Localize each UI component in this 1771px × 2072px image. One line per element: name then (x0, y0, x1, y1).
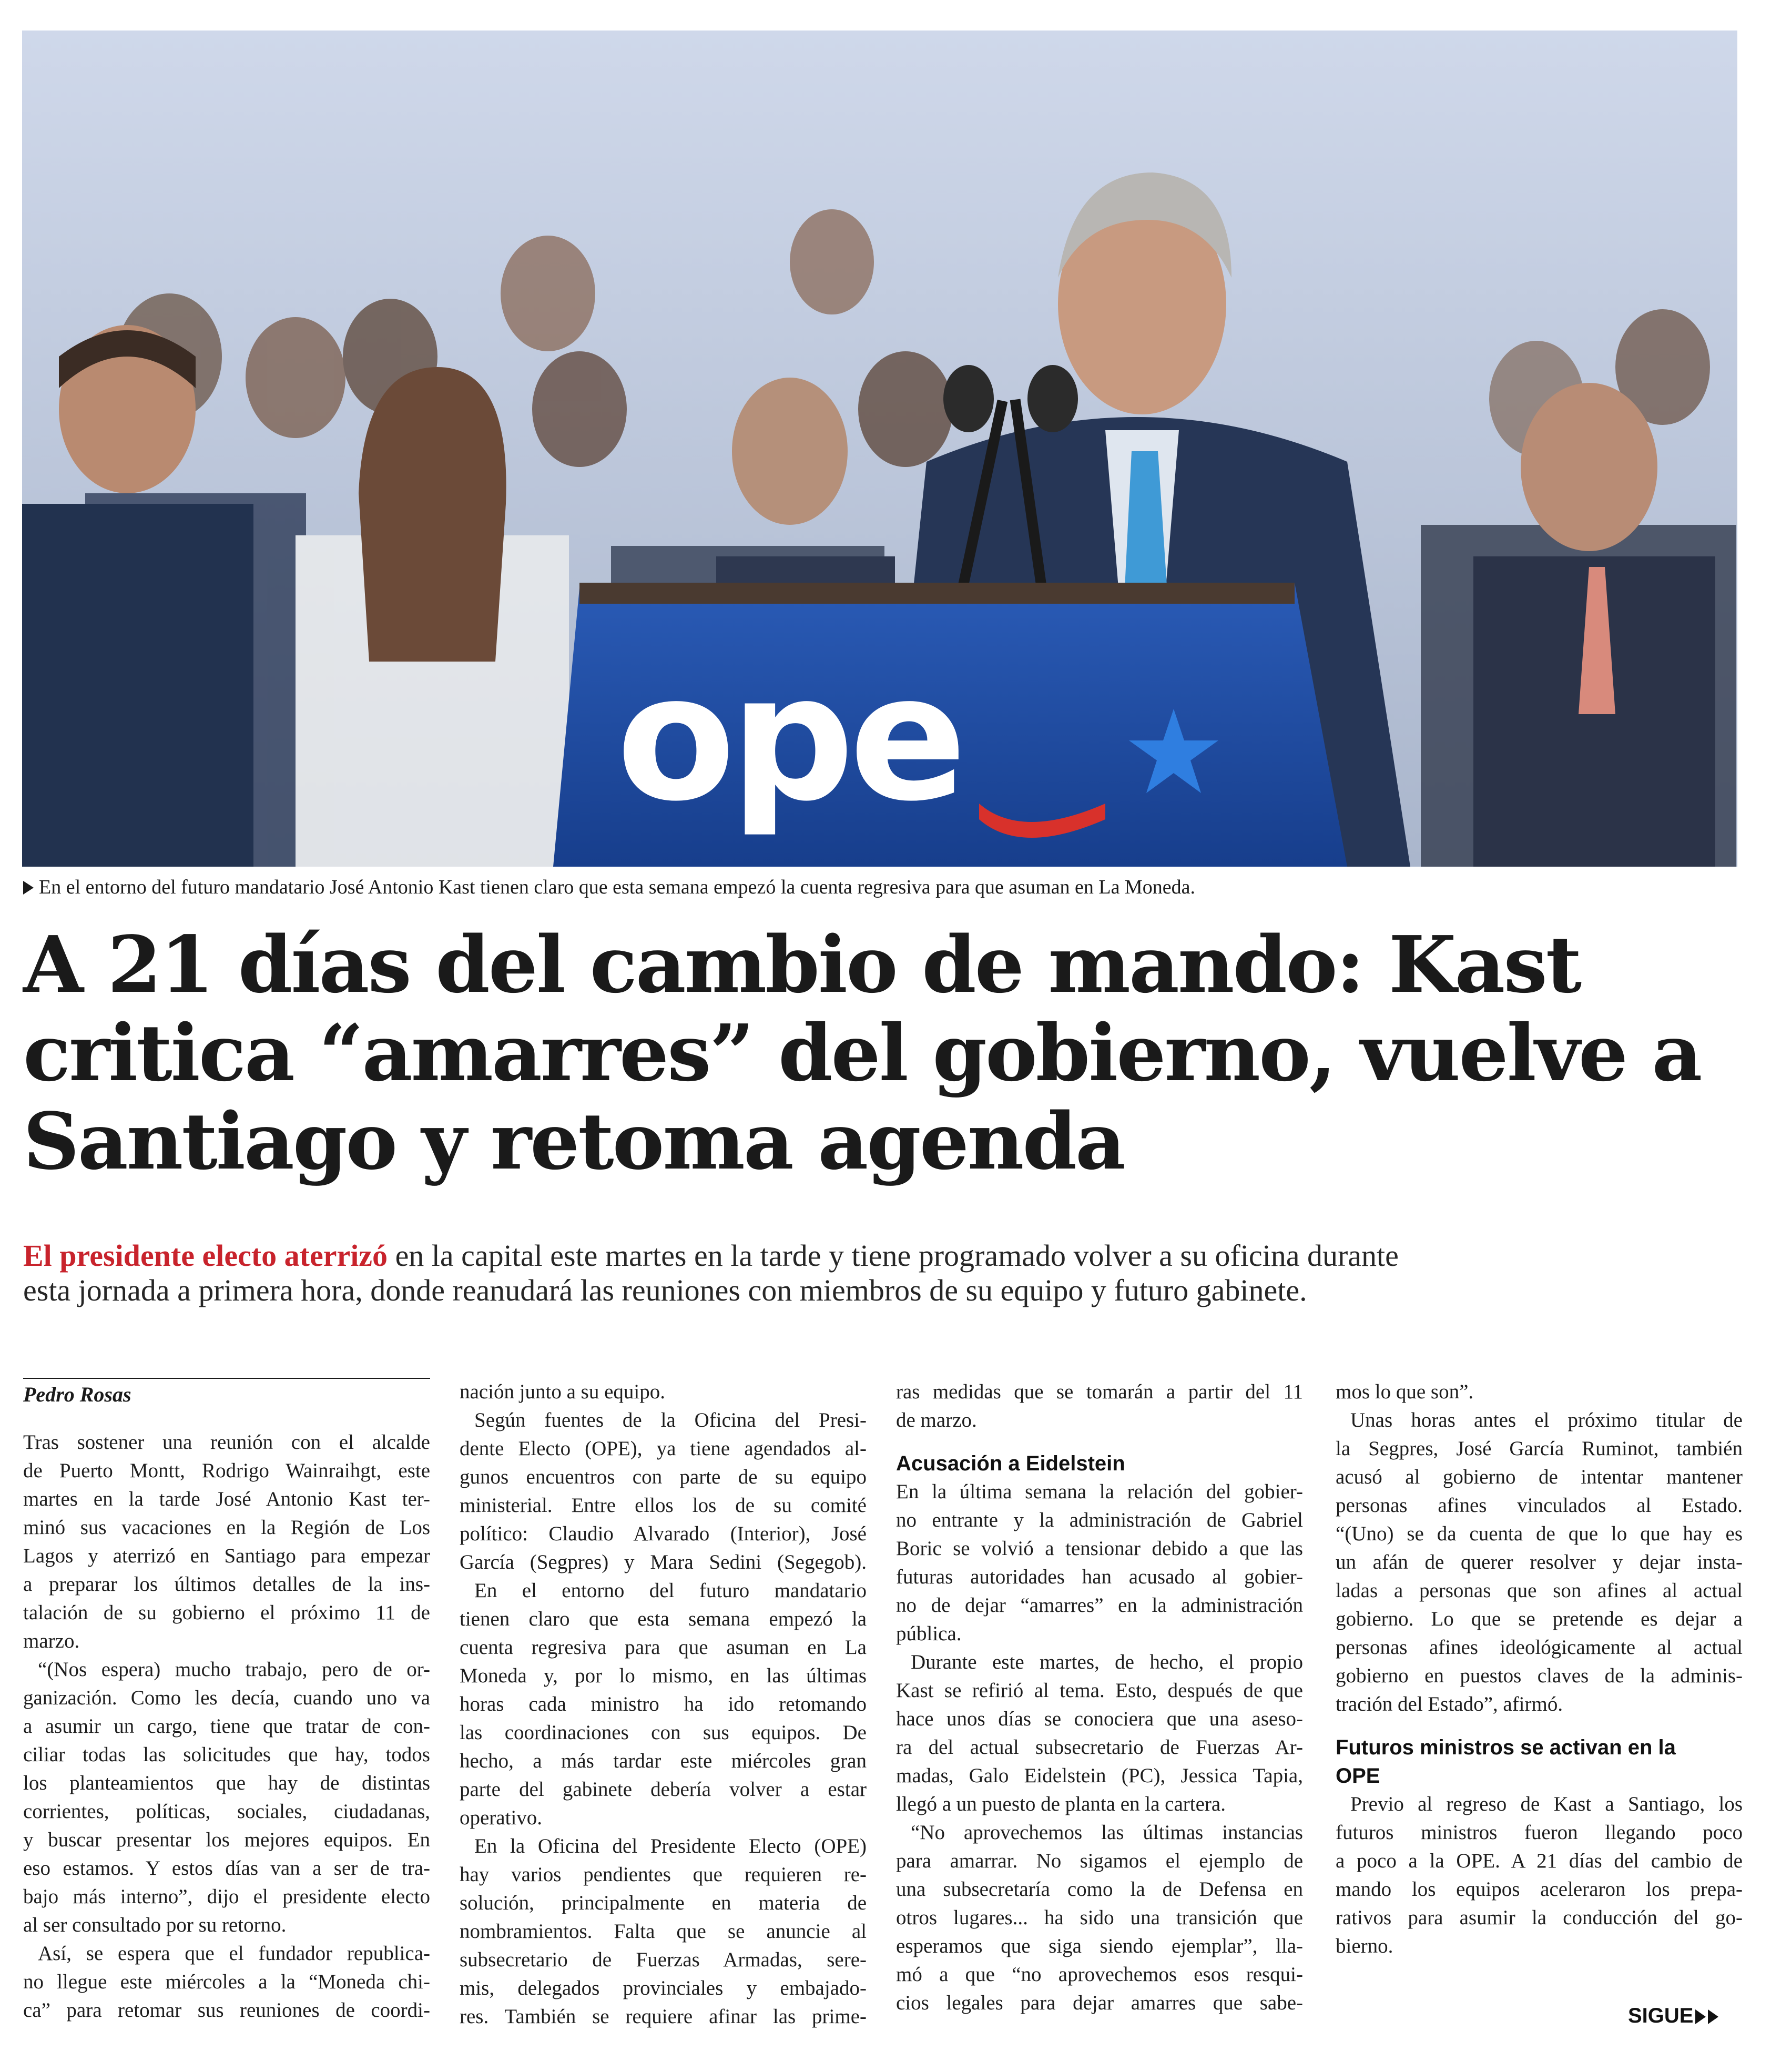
column-4 (1336, 1378, 1743, 1961)
body-line: Moneda y, por lo mismo, en las últimas (460, 1664, 867, 1687)
continue-arrow-icon (1708, 2009, 1718, 2024)
body-line: ministerial. Entre ellos los de su comité (460, 1494, 867, 1517)
body-line: operativo. (460, 1806, 543, 1829)
caption-text: En el entorno del futuro mandatario José Antonio Kast tienen claro que esta semana empezó la cuenta regresiva para que asuman en La Moneda. (39, 876, 1195, 898)
headline (23, 920, 1743, 1185)
body-line: a asumir un cargo, tiene que tratar de con- (23, 1715, 430, 1738)
podium (553, 583, 1347, 867)
body-line: talación de su gobierno el próximo 11 de (23, 1601, 430, 1624)
body-line: minó sus vacaciones en la Región de Los (23, 1516, 430, 1539)
body-line: En el entorno del futuro mandatario (474, 1579, 867, 1602)
body-line: Boric se volvió a tensionar debido a que las (896, 1537, 1303, 1560)
body-line: Tras sostener una reunión con el alcalde (23, 1431, 430, 1454)
body-line: madas, Galo Eidelstein (PC), Jessica Tapia, (896, 1764, 1303, 1787)
deck-lead: El presidente electo aterrizó (23, 1238, 388, 1273)
body-line: rativos para asumir la conducción del go- (1336, 1906, 1743, 1929)
body-line: pública. (896, 1622, 962, 1645)
body-line: martes en la tarde José Antonio Kast ter- (23, 1488, 430, 1510)
body-line: mos lo que son”. (1336, 1380, 1474, 1403)
body-line: hecho, a más tardar este miércoles gran (460, 1750, 867, 1772)
body-line: un afán de querer resolver y dejar insta- (1336, 1551, 1743, 1573)
body-line: acusó al gobierno de intentar mantener (1336, 1466, 1743, 1488)
body-line: “No aprovechemos las últimas instancias (911, 1821, 1303, 1844)
body-line: Según fuentes de la Oficina del Presi- (474, 1409, 867, 1431)
column-3 (896, 1378, 1303, 2017)
body-line: ca” para retomar sus reuniones de coordi- (23, 1999, 430, 2022)
body-line: llegó a un puesto de planta en la cartera. (896, 1793, 1226, 1815)
body-line: no llegue este miércoles a la “Moneda chi- (23, 1971, 430, 1993)
body-line: futuras autoridades han acusado al gobier- (896, 1566, 1303, 1588)
body-line: de marzo. (896, 1409, 977, 1431)
body-line: Previo al regreso de Kast a Santiago, los (1350, 1793, 1743, 1815)
body-line: Así, se espera que el fundador republica- (38, 1942, 430, 1965)
body-line: res. También se requiere afinar las prime- (460, 2005, 867, 2028)
paragraph-gap (1336, 1719, 1743, 1733)
body-line: ras medidas que se tomarán a partir del 11 (896, 1380, 1303, 1403)
body-line: dente Electo (OPE), ya tiene agendados al- (460, 1437, 867, 1460)
body-line: bierno. (1336, 1935, 1393, 1957)
body-line: personas afines vinculados al Estado. (1336, 1494, 1743, 1517)
subheading: Acusación a Eidelstein (896, 1452, 1125, 1475)
deck-line: esta jornada a primera hora, donde reanudará las reuniones con miembros de su equipo y futuro gabinete. (23, 1273, 1307, 1307)
body-line: personas afines ideológicamente al actual (1336, 1636, 1743, 1659)
body-line: corrientes, políticas, sociales, ciudadanas, (23, 1800, 430, 1823)
body-line: García (Segpres) y Mara Sedini (Segegob). (460, 1551, 867, 1573)
body-line: otros lugares... ha sido una transición que (896, 1906, 1303, 1929)
caption-arrow-icon (23, 881, 34, 895)
body-line: eso estamos. Y estos días van a ser de tra- (23, 1857, 430, 1880)
body-line: mis, delegados provinciales y embajado- (460, 1977, 867, 1999)
article-body (0, 1378, 1771, 2061)
paragraph-gap (896, 1435, 1303, 1449)
body-line: ganización. Como les decía, cuando uno va (23, 1687, 430, 1709)
photo-illustration (22, 31, 1737, 867)
body-line: En la Oficina del Presidente Electo (OPE) (474, 1835, 867, 1857)
body-line: y buscar presentar los mejores equipos. En (23, 1829, 430, 1851)
body-line: Lagos y aterrizó en Santiago para empezar (23, 1545, 430, 1567)
body-line: tienen claro que esta semana empezó la (460, 1608, 867, 1630)
body-line: solución, principalmente en materia de (460, 1892, 867, 1914)
body-line: ladas a personas que son afines al actual (1336, 1579, 1743, 1602)
body-line: no de dejar “amarres” en la administración (896, 1594, 1303, 1617)
body-line: para amarrar. No sigamos el ejemplo de (896, 1850, 1303, 1872)
body-line: a poco a la OPE. A 21 días del cambio de (1336, 1850, 1743, 1872)
body-line: parte del gabinete debería volver a estar (460, 1778, 867, 1801)
body-line: hace unos días se conociera que una aseso- (896, 1708, 1303, 1730)
column-4-text (1336, 1378, 1743, 1961)
body-line: mó a que “no aprovechemos esos resqui- (896, 1963, 1303, 1986)
continue-label: SIGUE (1628, 2004, 1694, 2027)
body-line: la Segpres, José García Ruminot, también (1336, 1437, 1743, 1460)
column-3-text (896, 1378, 1303, 2017)
body-line: ciliar todas las solicitudes que hay, todos (23, 1743, 430, 1766)
body-line: tración del Estado”, afirmó. (1336, 1693, 1563, 1715)
headline-line: A 21 días del cambio de mando: Kast (23, 919, 1581, 1010)
continue-arrow-icon (1695, 2009, 1706, 2024)
body-line: las coordinaciones con sus equipos. De (460, 1721, 867, 1744)
body-line: esperamos que siga siendo ejemplar”, lla- (896, 1935, 1303, 1957)
body-line: marzo. (23, 1630, 80, 1652)
body-line: a preparar los últimos detalles de la ins- (23, 1573, 430, 1596)
body-line: gobierno. Lo que se pretende es dejar a (1336, 1608, 1743, 1630)
body-line: Durante este martes, de hecho, el propio (911, 1651, 1303, 1673)
body-line: ra del actual subsecretario de Fuerzas Ar- (896, 1736, 1303, 1759)
deck-line (23, 1238, 1743, 1273)
continue-marker (1628, 2003, 1718, 2029)
column-1 (23, 1378, 430, 2025)
article-photo (22, 31, 1737, 867)
podium-logo: ope (616, 637, 962, 839)
headline-line: Santiago y retoma agenda (23, 1095, 1124, 1187)
body-line: mando los equipos aceleraron los prepa- (1336, 1878, 1743, 1901)
body-line: horas cada ministro ha ido retomando (460, 1693, 867, 1715)
body-line: “(Uno) se da cuenta de que lo que hay es (1336, 1522, 1743, 1545)
body-line: cuenta regresiva para que asuman en La (460, 1636, 867, 1659)
body-line: no entrante y la administración de Gabriel (896, 1509, 1303, 1531)
body-line: los planteamientos que hay de distintas (23, 1772, 430, 1794)
subheading: Futuros ministros se activan en la (1336, 1736, 1676, 1759)
body-line: nación junto a su equipo. (460, 1380, 666, 1403)
body-line: Unas horas antes el próximo titular de (1350, 1409, 1743, 1431)
photo-caption (23, 873, 1737, 901)
body-line: hay varios pendientes que requieren re- (460, 1863, 867, 1886)
body-line: al ser consultado por su retorno. (23, 1914, 287, 1936)
body-line: una subsecretaría como la de Defensa en (896, 1878, 1303, 1901)
body-line: bajo más interno”, dijo el presidente electo (23, 1885, 430, 1908)
body-line: En la última semana la relación del gobier- (896, 1480, 1303, 1503)
deck-line-rest: en la capital este martes en la tarde y tiene programado volver a su oficina durante (388, 1238, 1399, 1273)
body-line: “(Nos espera) mucho trabajo, pero de or- (38, 1658, 430, 1681)
column-1-text (23, 1428, 430, 2025)
subheading: OPE (1336, 1764, 1380, 1787)
body-line: futuros ministros fueron llegando poco (1336, 1821, 1743, 1844)
body-line: de Puerto Montt, Rodrigo Wainraihgt, este (23, 1459, 430, 1482)
body-line: político: Claudio Alvarado (Interior), José (460, 1522, 867, 1545)
body-line: gobierno en puestos claves de la adminis- (1336, 1664, 1743, 1687)
body-line: cios legales para dejar amarres que sabe- (896, 1992, 1303, 2014)
byline: Pedro Rosas (23, 1378, 430, 1407)
column-2 (460, 1378, 867, 2031)
body-line: Kast se refirió al tema. Esto, después de que (896, 1679, 1303, 1702)
body-line: subsecretario de Fuerzas Armadas, sere- (460, 1948, 867, 1971)
body-line: nombramientos. Falta que se anuncie al (460, 1920, 867, 1943)
body-line: gunos encuentros con parte de su equipo (460, 1466, 867, 1488)
deck (23, 1238, 1743, 1308)
headline-line: critica “amarres” del gobierno, vuelve a (23, 1007, 1701, 1099)
column-2-text (460, 1378, 867, 2031)
